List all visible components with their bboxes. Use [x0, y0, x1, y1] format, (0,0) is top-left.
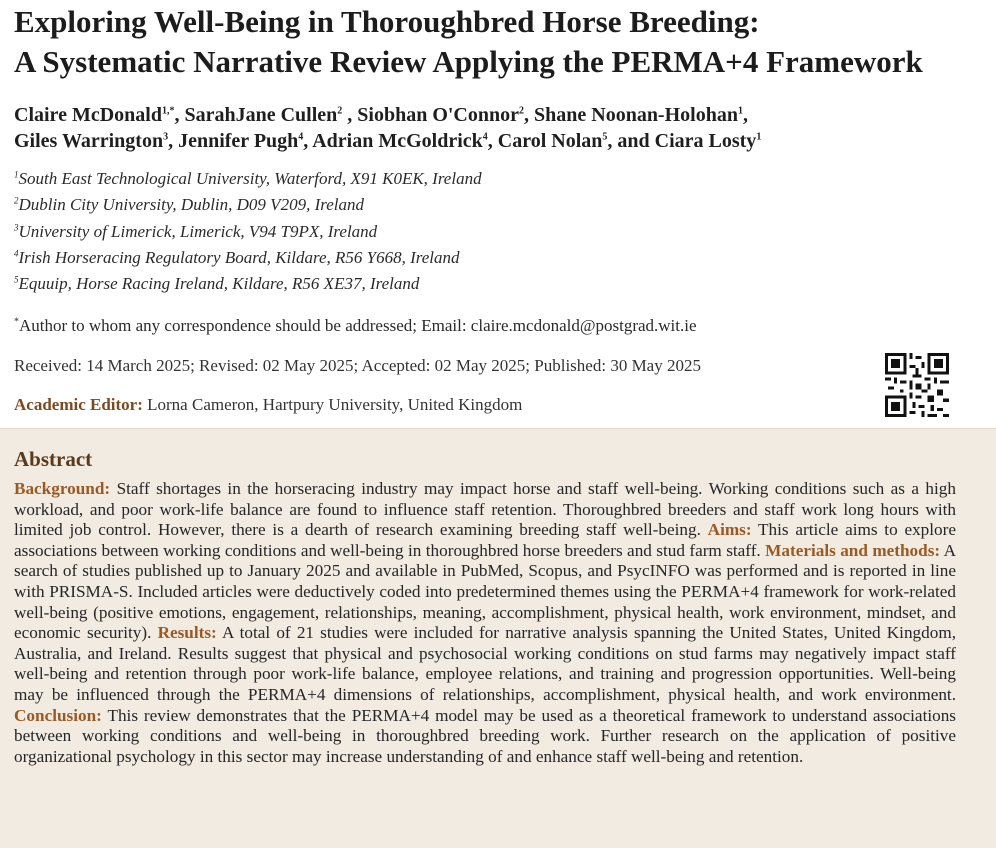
abstract-heading: Abstract: [14, 447, 93, 471]
correspondence-text[interactable]: Author to whom any correspondence should be addressed; Email: claire.mcdonald@postgrad.wit.ie: [19, 316, 697, 335]
author[interactable]: Claire McDonald$^{1,*}$: [14, 104, 175, 126]
author-list: Claire McDonald$^{1,*}$, SarahJane Cullen$^2$ , Siobhan O'Connor$^2$, Shane Noonan-Holohan$^1$, Giles Warrington$^3$, Jennifer Pugh$^4$, Adrian McGoldrick$^4$, Carol Nolan$^5$, and Ciara Losty$^1$: [14, 104, 762, 152]
author[interactable]: Giles Warrington$^3$: [14, 130, 169, 152]
affiliation: $^3$University of Limerick, Limerick, V94 T9PX, Ireland: [14, 221, 378, 241]
academic-editor-label: Academic Editor:: [14, 395, 143, 414]
methods-label: Materials and methods:: [765, 540, 941, 560]
author[interactable]: Shane Noonan-Holohan$^1$: [534, 104, 743, 126]
academic-editor: [14, 395, 874, 415]
affiliation: $^1$South East Technological University, Waterford, X91 K0EK, Ireland: [14, 169, 482, 188]
qr-code-icon[interactable]: [885, 353, 949, 417]
academic-editor-value: Lorna Cameron, Hartpury University, United Kingdom: [142, 395, 523, 414]
conclusion-text: This review demonstrates that the PERMA+4 model may be used as a theoretical framework to understand associations between working conditions and well-being in thoroughbred breeding work. Further research on the application of positive organizational psychology in this sector may increase understanding of and enhance staff well-being and retention.: [14, 705, 956, 766]
author[interactable]: Carol Nolan$^5$: [497, 130, 608, 152]
background-label: Background:: [14, 479, 111, 498]
affiliation: $^4$Irish Horseracing Regulatory Board, Kildare, R56 Y668, Ireland: [14, 247, 460, 267]
publication-dates: Received: 14 March 2025; Revised: 02 May 2025; Accepted: 02 May 2025; Published: 30 May 2025: [14, 356, 701, 375]
methods-text: A search of studies published up to January 2025 and available in PubMed, Scopus, and PsycINFO was performed and is reported in line with PRISMA-S. Included articles were deductively coded into predetermined themes using the PERMA+4 framework for work-related well-being (positive emotions, engagement, relationships, meaning, accomplishment, physical health, work environment, mindset, and economic security).: [14, 540, 957, 643]
title-line-1: Exploring Well-Being in Thoroughbred Horse Breeding:: [14, 4, 760, 39]
author[interactable]: Ciara Losty$^1$: [654, 130, 762, 152]
affiliation: $^2$Dublin City University, Dublin, D09 V209, Ireland: [14, 195, 364, 215]
article-title: [14, 2, 984, 82]
author[interactable]: SarahJane Cullen$^2$: [184, 104, 343, 126]
title-line-2: A Systematic Narrative Review Applying the PERMA+4 Framework: [14, 44, 923, 79]
correspondence-mark: *: [14, 316, 19, 328]
correspondence-note: [14, 316, 914, 336]
author[interactable]: Siobhan O'Connor$^2$: [357, 104, 524, 126]
author[interactable]: Adrian McGoldrick$^4$: [312, 130, 488, 152]
conclusion-label: Conclusion:: [14, 705, 102, 725]
abstract-body: [14, 479, 956, 767]
aims-text: This article aims to explore associations between working conditions and well-being in thoroughbred horse breeders and stud farm staff.: [14, 520, 956, 560]
affiliation-list: [14, 166, 714, 297]
results-text: A total of 21 studies were included for narrative analysis spanning the United States, United Kingdom, Australia, and Ireland. Results suggest that physical and psychosocial working conditions on stud farms may negatively impact staff well-being and retention through poor work-life balance, employee relations, and training and progression opportunities. Well-being may be influenced through the PERMA+4 dimensions of relationships, accomplishment, physical health, and work environment.: [14, 623, 956, 704]
background-text: Staff shortages in the horseracing industry may impact horse and staff well-being. Working conditions such as a high workload, and poor work-life balance are found to influence staff retention. Thoroughbred breeders and staff work long hours with limited job control. However, there is a dearth of research examining breeding staff well-being.: [14, 479, 956, 540]
aims-label: Aims:: [707, 520, 752, 540]
abstract-section: [0, 428, 996, 848]
author[interactable]: Jennifer Pugh$^4$: [178, 130, 304, 152]
results-label: Results:: [157, 623, 217, 643]
affiliation: $^5$Equuip, Horse Racing Ireland, Kildare, R56 XE37, Ireland: [14, 274, 420, 294]
